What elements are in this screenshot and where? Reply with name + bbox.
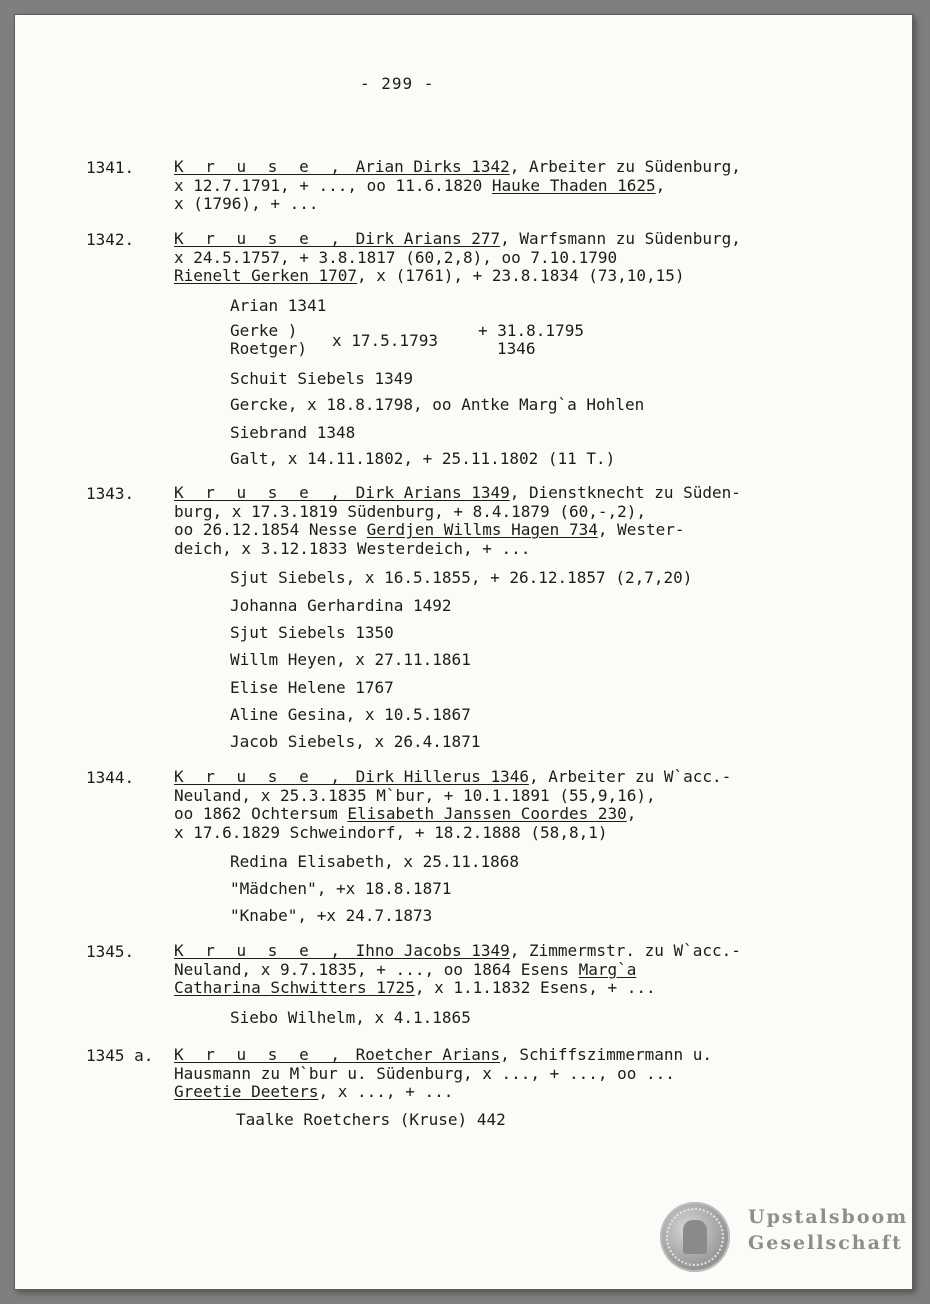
society-logo <box>660 1200 910 1276</box>
person-name: Dirk Hillerus 1346 <box>355 767 529 786</box>
child-line: Johanna Gerhardina 1492 <box>230 596 452 615</box>
child-line: Taalke Roetchers (Kruse) 442 <box>236 1110 506 1129</box>
document-page <box>14 14 913 1290</box>
child-line: "Knabe", +x 24.7.1873 <box>230 906 433 925</box>
logo-line: Upstalsboom <box>748 1206 909 1228</box>
spouse-name: Rienelt Gerken 1707 <box>174 266 358 285</box>
spouse-name: Elisabeth Janssen Coordes 230 <box>347 804 627 823</box>
entry-header <box>174 158 794 214</box>
logo-text <box>748 1204 908 1256</box>
entry-text: , Schiffszimmermann u. <box>500 1045 713 1064</box>
spouse-name: Marg`a <box>578 959 637 979</box>
surname: K r u s e , <box>174 483 346 502</box>
surname: K r u s e , <box>174 157 346 176</box>
entry-text: , x ..., + ... <box>318 1082 454 1101</box>
entry-number: 1343. <box>86 484 135 503</box>
entry-text: , <box>626 804 637 823</box>
child-ref: 1346 <box>497 339 536 358</box>
child-line: "Mädchen", +x 18.8.1871 <box>230 879 452 898</box>
entry-text: , Zimmermstr. zu W`acc.- <box>509 941 741 960</box>
spouse-name: Catharina Schwitters 1725 <box>174 978 415 997</box>
entry-text: oo 26.12.1854 Nesse <box>174 520 367 539</box>
surname: K r u s e , <box>174 229 346 248</box>
surname: K r u s e , <box>174 1045 346 1064</box>
child-line: Siebrand 1348 <box>230 423 356 442</box>
child-line: Siebo Wilhelm, x 4.1.1865 <box>230 1008 471 1027</box>
twin-birth: x 17.5.1793 <box>332 331 438 350</box>
person-name: Dirk Arians 277 <box>355 229 501 248</box>
twin-death <box>478 322 584 358</box>
entry-text: Neuland, x 25.3.1835 M`bur, + 10.1.1891 (55,9,16), <box>174 785 656 805</box>
child-line: Jacob Siebels, x 26.4.1871 <box>230 732 481 751</box>
seal-icon <box>660 1202 730 1272</box>
entry-number: 1341. <box>86 158 135 177</box>
entry-text: , <box>655 175 666 195</box>
child-line: Sjut Siebels, x 16.5.1855, + 26.12.1857 (2,7,20) <box>230 568 693 587</box>
person-name: Ihno Jacobs 1349 <box>355 941 510 960</box>
entry-text: , Dienstknecht zu Süden- <box>509 483 741 502</box>
person-name: Arian Dirks 1342 <box>355 157 510 176</box>
entry-header <box>174 768 794 842</box>
entry-number: 1345 a. <box>86 1046 154 1065</box>
page-number: - 299 - <box>360 74 435 93</box>
person-name: Dirk Arians 1349 <box>355 483 510 502</box>
entry-text: Hausmann zu M`bur u. Südenburg, x ..., + ..., oo ... <box>174 1063 675 1083</box>
child-line: Arian 1341 <box>230 296 327 315</box>
entry-text: x 24.5.1757, + 3.8.1817 (60,2,8), oo 7.10.1790 <box>174 247 618 267</box>
child-line: Elise Helene 1767 <box>230 678 394 697</box>
entry-number: 1345. <box>86 942 135 961</box>
entry-text: , x 1.1.1832 Esens, + ... <box>414 978 656 997</box>
surname: K r u s e , <box>174 941 346 960</box>
spouse-name: Greetie Deeters <box>174 1082 319 1101</box>
entry-text: x (1796), + ... <box>174 194 319 213</box>
logo-line: Gesellschaft <box>748 1232 903 1254</box>
spouse-name: Gerdjen Willms Hagen 734 <box>366 520 598 539</box>
entry-text: x 17.6.1829 Schweindorf, + 18.2.1888 (58,8,1) <box>174 822 608 842</box>
child-name: Gerke ) <box>230 321 298 340</box>
entry-text: , Wester- <box>597 520 685 539</box>
entry-header <box>174 484 794 558</box>
entry-text: x 12.7.1791, + ..., oo 11.6.1820 <box>174 175 492 195</box>
entry-header <box>174 942 794 998</box>
entry-header <box>174 230 794 286</box>
child-death: + 31.8.1795 <box>478 321 584 340</box>
surname: K r u s e , <box>174 767 346 786</box>
child-line: Aline Gesina, x 10.5.1867 <box>230 705 471 724</box>
child-line: Willm Heyen, x 27.11.1861 <box>230 650 471 669</box>
entry-number: 1342. <box>86 230 135 249</box>
child-name: Roetger) <box>230 339 308 358</box>
child-line: Schuit Siebels 1349 <box>230 369 414 388</box>
child-line: Galt, x 14.11.1802, + 25.11.1802 (11 T.) <box>230 449 616 468</box>
child-line: Redina Elisabeth, x 25.11.1868 <box>230 852 519 871</box>
spouse-name: Hauke Thaden 1625 <box>491 175 656 195</box>
entry-text: , Arbeiter zu W`acc.- <box>529 767 732 786</box>
child-line: Gercke, x 18.8.1798, oo Antke Marg`a Hohlen <box>230 395 645 414</box>
entry-text: burg, x 17.3.1819 Südenburg, + 8.4.1879 (60,-,2), <box>174 501 647 521</box>
child-line: Sjut Siebels 1350 <box>230 623 394 642</box>
entry-text: , Arbeiter zu Südenburg, <box>509 157 741 176</box>
entry-header <box>174 1046 794 1102</box>
twin-names <box>230 322 307 358</box>
person-name: Roetcher Arians <box>355 1045 501 1064</box>
entry-text: oo 1862 Ochtersum <box>174 804 348 823</box>
entry-text: Neuland, x 9.7.1835, + ..., oo 1864 Esens <box>174 959 579 979</box>
entry-text: , Warfsmann zu Südenburg, <box>500 229 741 248</box>
entry-number: 1344. <box>86 768 135 787</box>
entry-text: , x (1761), + 23.8.1834 (73,10,15) <box>357 266 685 285</box>
entry-text: deich, x 3.12.1833 Westerdeich, + ... <box>174 538 531 558</box>
